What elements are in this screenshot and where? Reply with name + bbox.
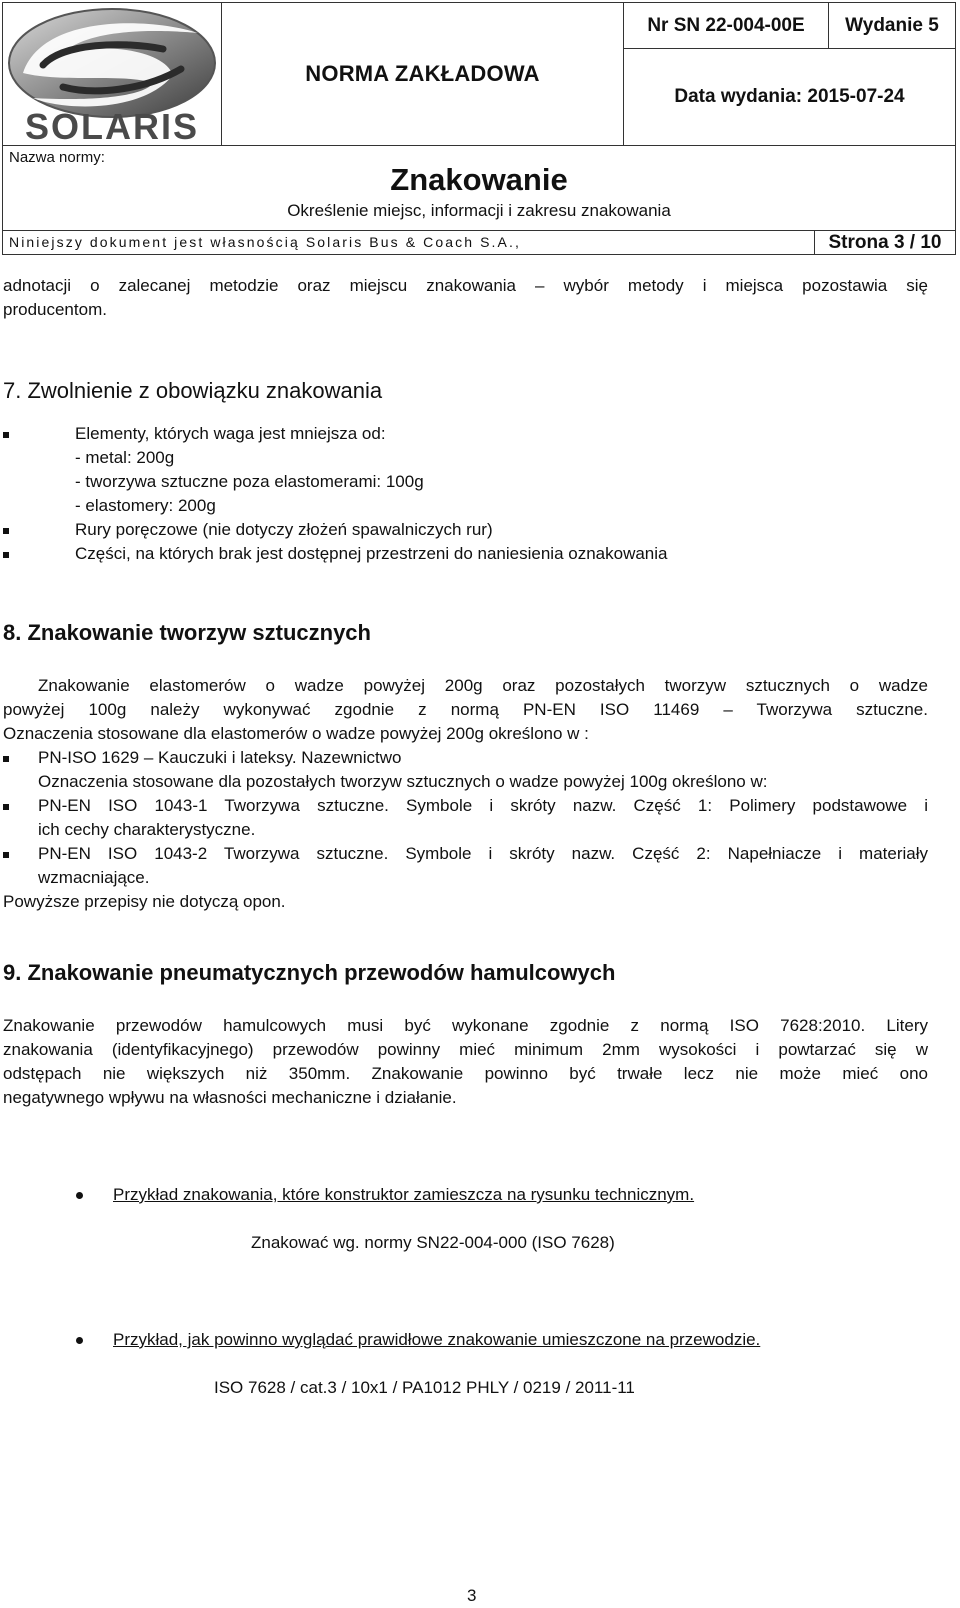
s8-bullet-1: PN-ISO 1629 – Kauczuki i lateksy. Nazewnictwo <box>38 748 402 767</box>
bullet-square-icon <box>3 432 9 438</box>
example-1-value: Znakować wg. normy SN22-004-000 (ISO 7628) <box>251 1233 615 1252</box>
intro-line-2: producentom. <box>3 300 107 319</box>
example-2-label: Przykład, jak powinno wyglądać prawidłowe znakowanie umieszczone na przewodzie. <box>113 1330 761 1349</box>
edition: Wydanie 5 <box>845 14 939 36</box>
page-indicator: Strona 3 / 10 <box>828 231 942 253</box>
date-cell <box>623 48 956 146</box>
section-9-heading: 9. Znakowanie pneumatycznych przewodów hamulcowych <box>3 960 616 985</box>
document-title: Znakowanie <box>390 162 568 197</box>
s7-sub-1: - metal: 200g <box>75 448 175 467</box>
bullet-square-icon <box>3 552 9 558</box>
s7-item-3: Części, na których brak jest dostępnej przestrzeni do naniesienia oznakowania <box>75 544 668 563</box>
bullet-square-icon <box>3 756 9 762</box>
section-8-heading: 8. Znakowanie tworzyw sztucznych <box>3 620 371 645</box>
s9-line-4: negatywnego wpływu na własności mechaniczne i działanie. <box>3 1088 457 1107</box>
s8-para-1b: powyżej 100g należy wykonywać zgodnie z normą PN-EN ISO 11469 – Tworzywa sztuczne. <box>3 700 928 719</box>
nr-cell <box>623 2 829 49</box>
s9-line-2: znakowania (identyfikacyjnego) przewodów powinny mieć minimum 2mm wysokości i powtarzać się w <box>3 1040 928 1059</box>
s7-sub-3: - elastomery: 200g <box>75 496 216 515</box>
ownership-cell <box>2 230 815 255</box>
s8-bullet-2b: ich cechy charakterystyczne. <box>38 820 256 839</box>
s8-para-3: Oznaczenia stosowane dla pozostałych tworzyw sztucznych o wadze powyżej 100g określono w: <box>38 772 768 791</box>
section-7-heading: 7. Zwolnienie z obowiązku znakowania <box>3 378 383 403</box>
document-header <box>2 2 956 252</box>
example-1-label: Przykład znakowania, które konstruktor zamieszcza na rysunku technicznym. <box>113 1185 695 1204</box>
s8-para-1a: Znakowanie elastomerów o wadze powyżej 200g oraz pozostałych tworzyw sztucznych o wadze <box>38 676 928 695</box>
wydanie-cell <box>828 2 956 49</box>
bullet-square-icon <box>3 528 9 534</box>
solaris-logo <box>3 3 221 145</box>
s7-item-1: Elementy, których waga jest mniejsza od: <box>75 424 386 443</box>
document-subtitle: Określenie miejsc, informacji i zakresu znakowania <box>287 201 671 220</box>
s7-sub-2: - tworzywa sztuczne poza elastomerami: 100g <box>75 472 424 491</box>
bullet-dot-icon <box>76 1192 83 1199</box>
norma-label: NORMA ZAKŁADOWA <box>305 61 540 86</box>
bullet-dot-icon <box>76 1337 83 1344</box>
page-cell <box>814 230 956 255</box>
s9-line-1: Znakowanie przewodów hamulcowych musi być wykonane zgodnie z normą ISO 7628:2010. Litery <box>3 1016 928 1035</box>
s8-bullet-3b: wzmacniające. <box>38 868 150 887</box>
s9-line-3: odstępach nie większych niż 350mm. Znakowanie powinno być trwałe lecz nie może mieć ono <box>3 1064 928 1083</box>
s8-para-2: Oznaczenia stosowane dla elastomerów o wadze powyżej 200g określono w : <box>3 724 589 743</box>
s8-bullet-2a: PN-EN ISO 1043-1 Tworzywa sztuczne. Symbole i skróty nazw. Część 1: Polimery podstawowe i <box>38 796 928 815</box>
footer-page-number: 3 <box>467 1586 477 1605</box>
nazwa-normy-label: Nazwa normy: <box>9 149 105 166</box>
bullet-square-icon <box>3 852 9 858</box>
issue-date: Data wydania: 2015-07-24 <box>674 86 905 107</box>
logo-wordmark: SOLARIS <box>24 106 200 145</box>
norma-cell <box>221 2 624 146</box>
standard-number: Nr SN 22-004-00E <box>647 14 805 36</box>
s7-item-2: Rury poręczowe (nie dotyczy złożeń spawalniczych rur) <box>75 520 493 539</box>
logo-cell <box>2 2 222 146</box>
example-2-value: ISO 7628 / cat.3 / 10x1 / PA1012 PHLY / 0219 / 2011-11 <box>214 1378 635 1397</box>
s8-para-4: Powyższe przepisy nie dotyczą opon. <box>3 892 286 911</box>
intro-line-1: adnotacji o zalecanej metodzie oraz miejscu znakowania – wybór metody i miejsca pozostawia się <box>3 276 928 295</box>
s8-bullet-3a: PN-EN ISO 1043-2 Tworzywa sztuczne. Symbole i skróty nazw. Część 2: Napełniacze i materiały <box>38 844 928 863</box>
standard-name-cell <box>2 145 956 231</box>
ownership-note: Niniejszy dokument jest własnością Solaris Bus & Coach S.A., <box>9 234 521 250</box>
bullet-square-icon <box>3 804 9 810</box>
